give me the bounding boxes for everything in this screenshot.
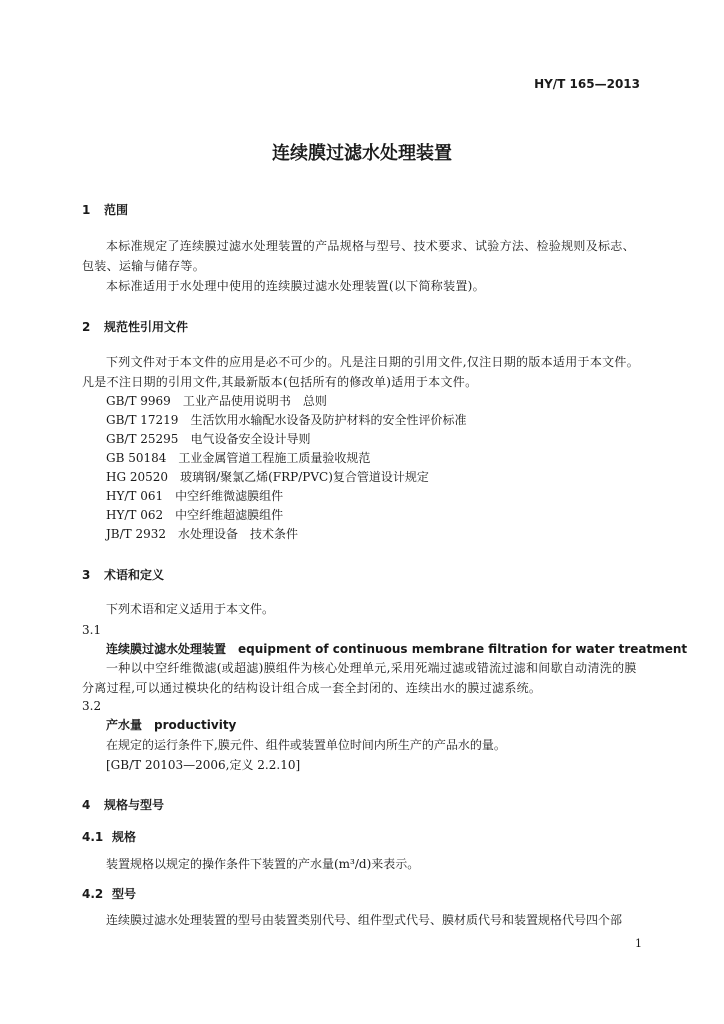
subsection-number: 4.1 [82,830,104,844]
reference-code: JB/T 2932 [106,527,167,541]
section-1-para-1: 本标准规定了连续膜过滤水处理装置的产品规格与型号、技术要求、试验方法、检验规则及标志、包装、运输与储存等。 [82,239,635,273]
term-cn: 产水量 [106,718,143,732]
reference-code: GB 50184 [106,451,167,465]
section-4-heading [82,796,164,813]
section-title: 规格与型号 [104,798,165,812]
reference-item [106,507,283,523]
reference-item [106,450,370,466]
term-en: productivity [154,718,237,732]
reference-code: HY/T 062 [106,508,164,522]
term-en: equipment of continuous membrane filtration for water treatment [238,642,688,656]
reference-item [106,469,429,485]
reference-name: 工业金属管道工程施工质量验收规范 [178,451,371,465]
subsection-4-2-text: 连续膜过滤水处理装置的型号由装置类别代号、组件型式代号、膜材质代号和装置规格代号四个部 [106,913,623,927]
reference-name: 生活饮用水输配水设备及防护材料的安全性评价标准 [190,413,467,427]
reference-code: GB/T 9969 [106,394,171,408]
subsection-4-2-heading [82,885,136,902]
reference-name: 中空纤维超滤膜组件 [175,508,284,522]
reference-name: 玻璃钢/聚氯乙烯(FRP/PVC)复合管道设计规定 [180,470,429,484]
term-3-1-definition: 一种以中空纤维微滤(或超滤)膜组件为核心处理单元,采用死端过滤或错流过滤和间歇自动清洗的膜分离过程,可以通过模块化的结构设计组合成一套全封闭的、连续出水的膜过滤系统。 [82,661,637,695]
term-3-2-title [106,717,236,733]
reference-code: GB/T 25295 [106,432,179,446]
reference-item [106,393,327,409]
reference-item [106,431,310,447]
section-1-heading [82,201,128,218]
reference-code: HG 20520 [106,470,169,484]
section-3-heading [82,566,164,583]
term-3-2-number: 3.2 [82,699,102,713]
term-3-1-title [106,641,687,657]
term-3-1-number: 3.1 [82,623,102,637]
reference-item [106,412,466,428]
section-title: 规范性引用文件 [104,320,189,334]
subsection-number: 4.2 [82,887,104,901]
reference-item [106,526,298,542]
term-3-2-source: [GB/T 20103—2006,定义 2.2.10] [106,758,301,772]
reference-name: 工业产品使用说明书 总则 [182,394,327,408]
section-1-para-2: 本标准适用于水处理中使用的连续膜过滤水处理装置(以下简称装置)。 [106,279,485,293]
reference-item [106,488,283,504]
subsection-4-1-heading [82,828,136,845]
term-cn: 连续膜过滤水处理装置 [106,642,227,656]
standard-code: HY/T 165—2013 [534,77,640,91]
subsection-title: 规格 [112,830,137,844]
section-title: 范围 [104,203,129,217]
section-2-heading [82,318,188,335]
reference-name: 中空纤维微滤膜组件 [175,489,284,503]
reference-code: GB/T 17219 [106,413,179,427]
section-number: 1 [82,203,91,217]
section-title: 术语和定义 [104,568,165,582]
reference-name: 电气设备安全设计导则 [190,432,311,446]
subsection-title: 型号 [112,887,137,901]
term-3-2-definition: 在规定的运行条件下,膜元件、组件或装置单位时间内所生产的产品水的量。 [106,738,506,752]
document-title: 连续膜过滤水处理装置 [272,143,452,164]
section-2-para-1: 下列文件对于本文件的应用是必不可少的。凡是注日期的引用文件,仅注日期的版本适用于本文件。凡是不注日期的引用文件,其最新版本(包括所有的修改单)适用于本文件。 [82,355,640,389]
section-3-intro: 下列术语和定义适用于本文件。 [106,602,275,616]
reference-name: 水处理设备 技术条件 [178,527,299,541]
section-number: 3 [82,568,91,582]
section-number: 2 [82,320,91,334]
subsection-4-1-text: 装置规格以规定的操作条件下装置的产水量(m³/d)来表示。 [106,857,420,871]
reference-code: HY/T 061 [106,489,164,503]
section-number: 4 [82,798,91,812]
page-number: 1 [635,937,642,950]
